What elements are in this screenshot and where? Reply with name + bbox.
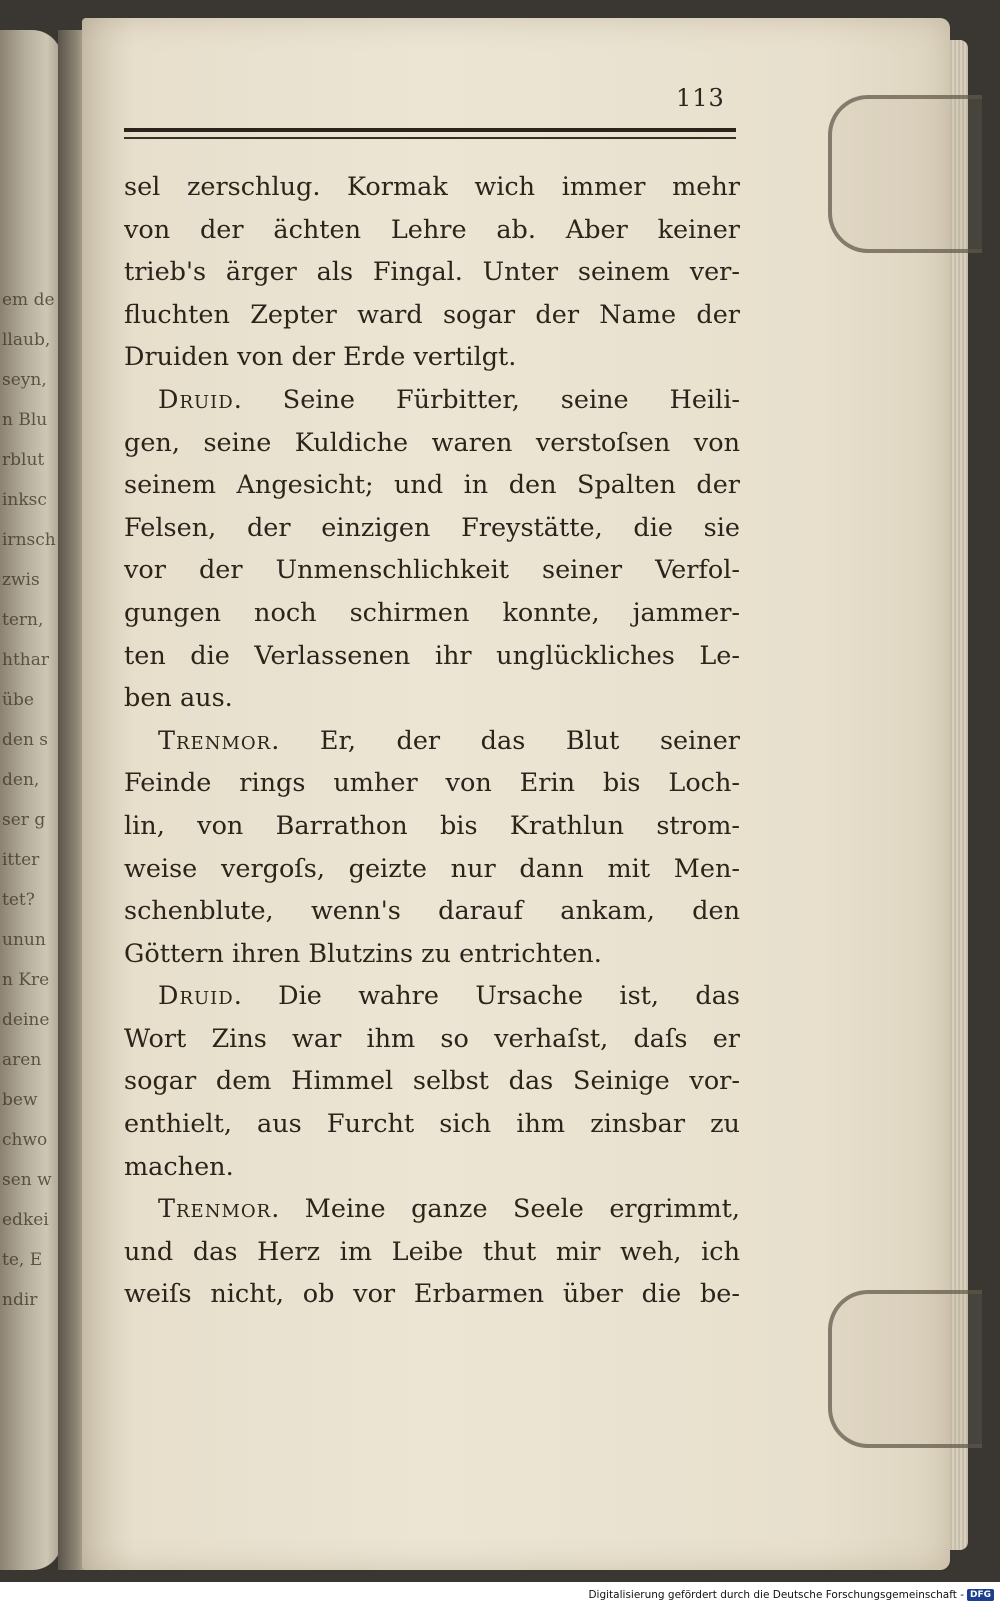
line-text: . Die wahre Ursache ist, das [233,981,740,1012]
text-line [124,379,740,422]
text-line [124,1103,740,1146]
left-page-fragment: hthar [2,650,49,670]
left-page-fragment: n Kre [2,970,50,990]
line-text: sogar dem Himmel selbst das Seinige vor- [124,1066,740,1097]
left-page-fragment: llaub, [2,330,51,350]
left-page-fragment: itter [2,850,40,870]
left-page-fragment: unun [2,930,46,950]
line-text: gungen noch schirmen konnte, jammer- [124,597,740,628]
line-text: machen. [124,1151,234,1182]
line-text: weiſs nicht, ob vor Erbarmen über die be- [124,1279,740,1310]
footer-credit [588,1589,994,1601]
text-line [124,336,740,379]
text-line [124,677,740,720]
page-clip-bottom [828,1290,982,1448]
line-text: ten die Verlassenen ihr unglückliches Le- [124,640,740,671]
line-text: vor der Unmenschlichkeit seiner Verfol- [124,555,740,586]
text-line [124,1146,740,1189]
text-line [124,1273,740,1316]
left-page-text-fragments [2,280,57,1320]
text-line [124,549,740,592]
left-page-fragment: aren [2,1050,42,1070]
left-page-fragment: rblut [2,450,45,470]
footer-credit-text: Digitalisierung gefördert durch die Deutsche Forschungsgemeinschaft - [588,1589,964,1601]
text-line [124,848,740,891]
text-line [124,1231,740,1274]
speaker-name: Druid [158,981,234,1012]
left-page-fragment: übe [2,690,34,710]
line-text: . Seine Fürbitter, seine Heili- [233,384,740,415]
line-text: ben aus. [124,683,233,714]
line-text: schenblute, wenn's darauf ankam, den [124,896,740,927]
speaker-name: Trenmor [158,725,272,756]
left-page-fragment: chwo [2,1130,48,1150]
text-line [124,422,740,465]
text-line [124,890,740,933]
left-page-fragment: te, E [2,1250,43,1270]
line-text: Feinde rings umher von Erin bis Loch- [124,768,740,799]
left-page-fragment: den s [2,730,49,750]
text-line [124,592,740,635]
text-line [124,166,740,209]
line-text: enthielt, aus Furcht sich ihm zinsbar zu [124,1109,740,1140]
left-page-fragment: den, [2,770,40,790]
left-page-fragment: ndir [2,1290,38,1310]
line-text: von der ächten Lehre ab. Aber keiner [124,214,740,245]
line-text: Göttern ihren Blutzins zu entrichten. [124,938,602,969]
left-page-fragment: inksc [2,490,47,510]
header-rule [124,128,736,132]
line-text: seinem Angesicht; und in den Spalten der [124,470,740,501]
left-page-fragment: ser g [2,810,46,830]
left-page-fragment: seyn, [2,370,47,390]
text-line [124,975,740,1018]
text-line [124,635,740,678]
page-clip-top [828,95,982,253]
line-text: weise vergoſs, geizte nur dann mit Men- [124,853,740,884]
speaker-name: Druid [158,384,234,415]
line-text: fluchten Zepter ward sogar der Name der [124,299,740,330]
text-line [124,294,740,337]
text-line [124,720,740,763]
line-text: und das Herz im Leibe thut mir weh, ich [124,1236,740,1267]
left-page-fragment: tet? [2,890,35,910]
left-page-fragment: deine [2,1010,50,1030]
line-text: trieb's ärger als Fingal. Unter seinem ver- [124,257,740,288]
left-page-fragment: tern, [2,610,44,630]
left-page-fragment: sen w [2,1170,52,1190]
left-page-fragment: zwis [2,570,40,590]
speaker-name: Trenmor [158,1194,272,1225]
text-line [124,805,740,848]
text-line [124,1060,740,1103]
text-line [124,464,740,507]
page-body-text [124,166,740,1316]
line-text: . Meine ganze Seele ergrimmt, [271,1194,740,1225]
line-text: Wort Zins war ihm so verhaſst, daſs er [124,1023,740,1054]
text-line [124,1018,740,1061]
left-page-fragment: irnsch [2,530,56,550]
line-text: gen, seine Kuldiche waren verstoſsen von [124,427,740,458]
left-page-fragment: n Blu [2,410,48,430]
line-text: Felsen, der einzigen Freystätte, die sie [124,512,740,543]
text-line [124,933,740,976]
text-line [124,251,740,294]
line-text: Druiden von der Erde vertilgt. [124,342,517,373]
dfg-logo: DFG [967,1589,994,1601]
header-rule-thin [124,137,736,139]
line-text: lin, von Barrathon bis Krathlun strom- [124,810,740,841]
left-facing-page [0,30,62,1570]
line-text: . Er, der das Blut seiner [271,725,740,756]
left-page-fragment: bew [2,1090,38,1110]
page-number: 113 [676,84,725,112]
text-line [124,1188,740,1231]
left-page-fragment: em de [2,290,55,310]
left-page-fragment: edkei [2,1210,49,1230]
text-line [124,507,740,550]
text-line [124,209,740,252]
text-line [124,762,740,805]
line-text: sel zerschlug. Kormak wich immer mehr [124,172,740,202]
